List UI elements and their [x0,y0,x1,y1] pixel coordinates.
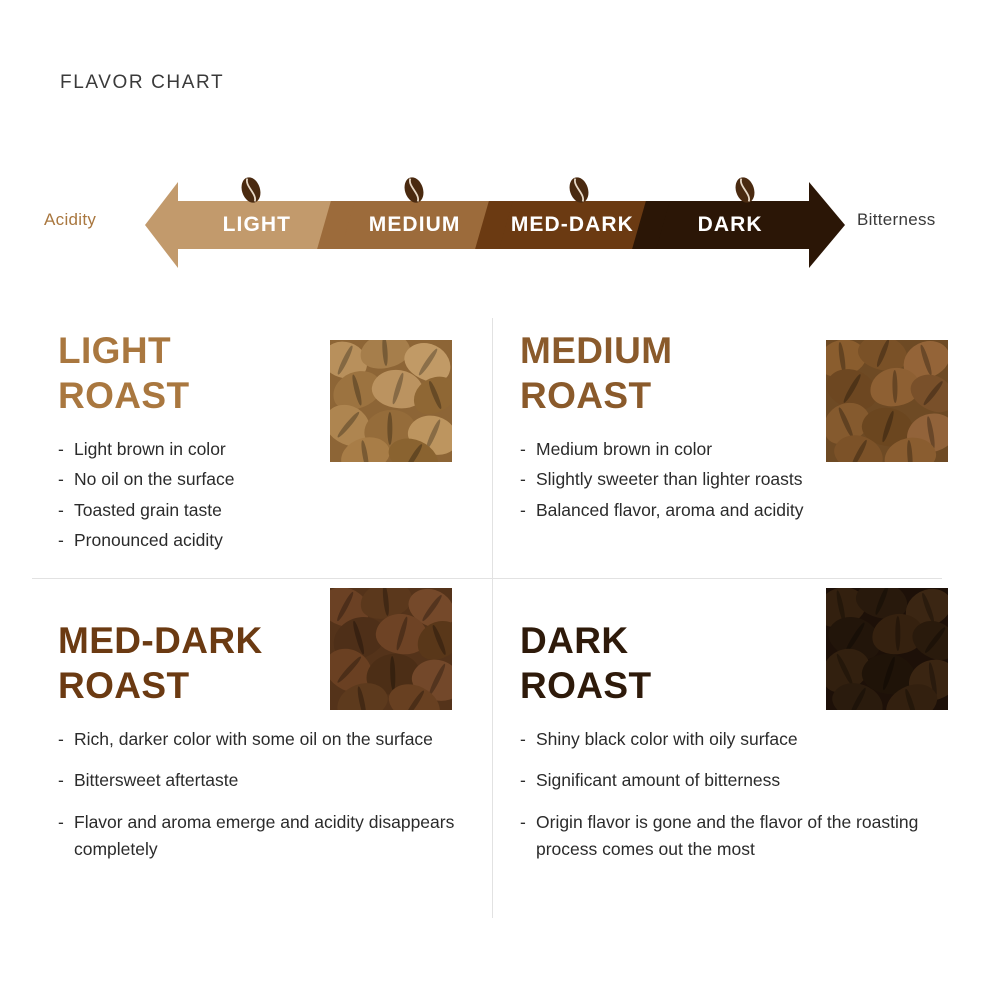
roast-card-dark-heading [520,618,780,708]
heading-line-1: DARK [520,620,629,661]
heading-line-2: ROAST [520,665,652,707]
list-item: - Origin flavor is gone and the flavor of the roasting process comes out the most [520,809,970,863]
scale-segment-dark [651,201,809,249]
arrow-left-head-icon [145,182,178,268]
roast-scale-segments [178,201,809,249]
roast-card-med-dark-bullets [58,726,478,863]
roast-grid [0,300,1001,960]
roast-card-dark-bullets [520,726,970,863]
scale-segment-medium-label: MEDIUM [368,213,461,236]
list-item: - Shiny black color with oily surface [520,726,970,753]
heading-line-1: LIGHT [58,330,171,371]
medium-roast-beans-photo [826,340,948,462]
list-item: - Light brown in color [58,436,478,463]
scale-segment-med-dark-label: MED-DARK [510,213,634,236]
list-item: - Balanced flavor, aroma and acidity [520,497,970,524]
heading-line-2: ROAST [58,665,190,707]
list-item: - Significant amount of bitterness [520,767,970,794]
scale-segment-med-dark [494,201,652,249]
coffee-bean-icon [564,176,594,204]
med-dark-roast-beans-photo [330,588,452,710]
grid-horizontal-divider [32,578,942,579]
roast-card-med-dark-heading [58,618,318,708]
arrow-right-head-icon [809,182,845,268]
page-title: FLAVOR CHART [60,72,225,93]
list-item: - Bittersweet aftertaste [58,767,478,794]
list-item: - No oil on the surface [58,466,478,493]
coffee-bean-icon [236,176,266,204]
list-item: - Slightly sweeter than lighter roasts [520,466,970,493]
scale-segment-dark-label: DARK [697,213,763,236]
coffee-bean-icon [730,176,760,204]
roast-scale [0,160,1001,275]
heading-line-1: MEDIUM [520,330,673,371]
heading-line-2: ROAST [58,375,190,417]
acidity-label: Acidity [44,210,97,229]
dark-roast-beans-photo [826,588,948,710]
grid-vertical-divider [492,318,493,918]
roast-scale-arrow [145,182,845,268]
list-item: - Medium brown in color [520,436,970,463]
coffee-bean-icon [399,176,429,204]
scale-segment-light [178,201,336,249]
heading-line-2: ROAST [520,375,652,417]
bitterness-label: Bitterness [857,210,936,229]
heading-line-1: MED-DARK [58,620,263,661]
scale-segment-medium [336,201,494,249]
light-roast-beans-photo [330,340,452,462]
list-item: - Rich, darker color with some oil on the surface [58,726,478,753]
roast-card-medium-heading [520,328,780,418]
list-item: - Toasted grain taste [58,497,478,524]
list-item: - Pronounced acidity [58,527,478,554]
roast-card-light-heading [58,328,318,418]
scale-segment-light-label: LIGHT [222,213,292,236]
list-item: - Flavor and aroma emerge and acidity disappears completely [58,809,478,863]
